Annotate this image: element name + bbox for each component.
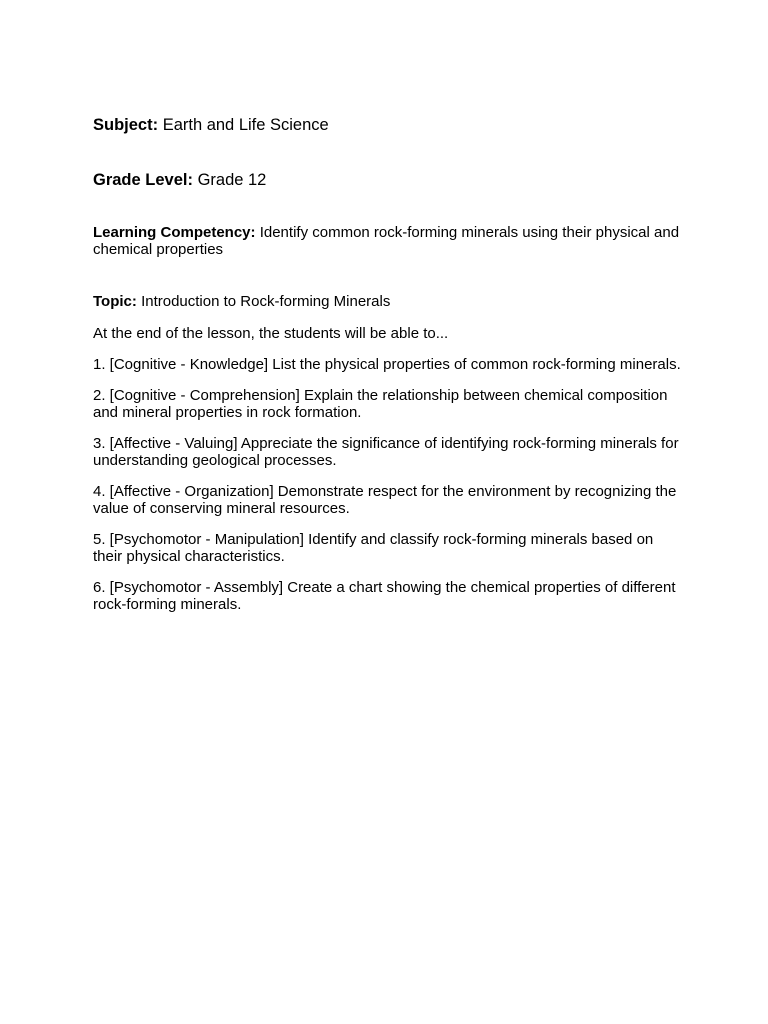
subject-label: Subject:: [93, 116, 159, 134]
objective-item: 2. [Cognitive - Comprehension] Explain the relationship between chemical composition and mineral properties in rock formation.: [93, 387, 668, 421]
grade-level-line: [93, 170, 683, 190]
learning-competency-line: [93, 224, 683, 258]
subject-line: [93, 115, 683, 135]
learning-competency-value: Identify common rock-forming minerals using their physical and chemical properties: [93, 224, 680, 258]
grade-level-label: Grade Level:: [93, 171, 193, 189]
objectives-intro: At the end of the lesson, the students will be able to...: [93, 325, 449, 342]
objectives-list: [93, 356, 683, 627]
grade-level-value: Grade 12: [197, 171, 267, 189]
objective-item: 1. [Cognitive - Knowledge] List the physical properties of common rock-forming minerals.: [93, 356, 681, 373]
objective-item: 3. [Affective - Valuing] Appreciate the significance of identifying rock-forming minerals for understanding geological processes.: [93, 435, 679, 469]
topic-value: Introduction to Rock-forming Minerals: [141, 293, 391, 310]
topic-line: [93, 293, 683, 310]
objective-item: 5. [Psychomotor - Manipulation] Identify and classify rock-forming minerals based on their physical characteristics.: [93, 531, 654, 565]
objective-item: 4. [Affective - Organization] Demonstrate respect for the environment by recognizing the value of conserving mineral resources.: [93, 483, 677, 517]
subject-value: Earth and Life Science: [162, 116, 329, 134]
topic-label: Topic:: [93, 293, 137, 310]
objective-item: 6. [Psychomotor - Assembly] Create a chart showing the chemical properties of different rock-forming minerals.: [93, 579, 676, 613]
learning-competency-label: Learning Competency:: [93, 224, 256, 241]
